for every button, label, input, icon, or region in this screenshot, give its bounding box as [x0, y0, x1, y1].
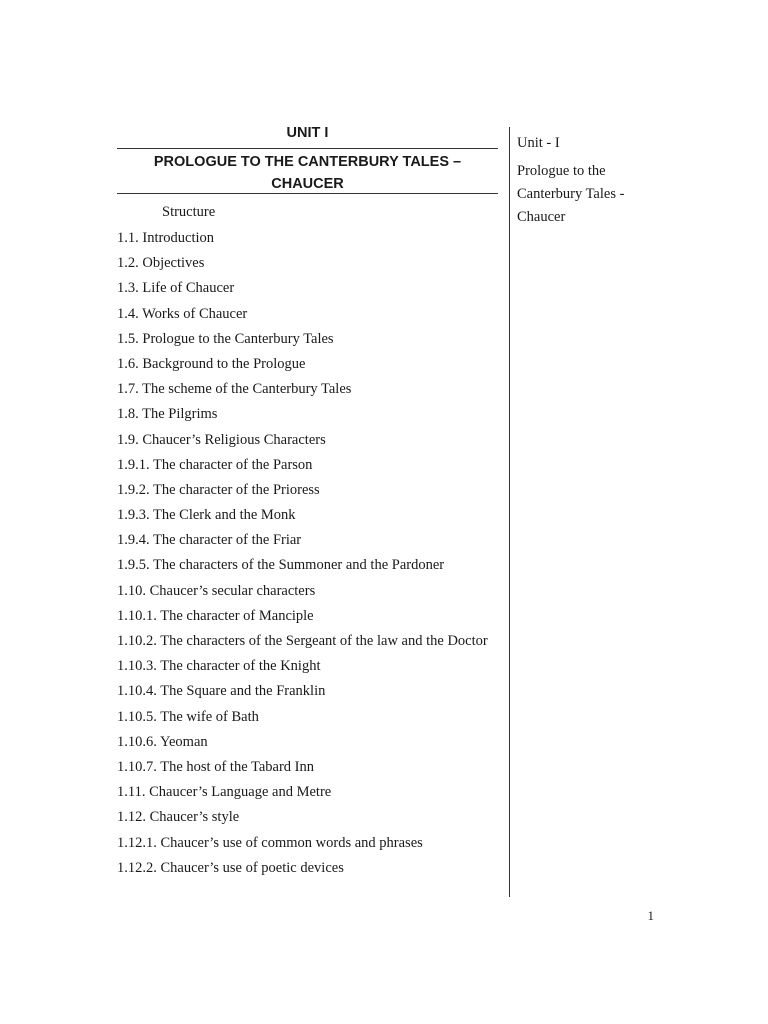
toc-item — [117, 276, 498, 301]
toc-item — [117, 654, 498, 679]
toc-title: The Square and the Franklin — [160, 683, 326, 700]
chapter-title-line: PROLOGUE TO THE CANTERBURY TALES – — [153, 154, 462, 170]
toc-number: 1.11. — [117, 784, 146, 801]
toc-number: 1.10.4. — [117, 683, 157, 700]
toc-number: 1.10. — [117, 582, 146, 599]
toc-number: 1.10.5. — [117, 708, 157, 725]
toc-title: Chaucer’s Language and Metre — [149, 784, 332, 801]
toc-item — [117, 352, 498, 377]
margin-heading-line: Canterbury Tales - — [517, 186, 625, 202]
toc-title: The characters of the Sergeant of the law and the Doctor — [160, 633, 488, 649]
toc-number: 1.9.4. — [117, 532, 150, 549]
toc-title: Chaucer’s use of poetic devices — [160, 859, 344, 876]
toc-item — [117, 453, 498, 478]
toc-number: 1.9.1. — [117, 456, 150, 473]
toc-title: Prologue to the Canterbury Tales — [142, 330, 334, 347]
chapter-title — [117, 149, 498, 194]
toc-item — [117, 478, 498, 503]
toc-item — [117, 604, 498, 629]
chapter-title-line: CHAUCER — [271, 176, 344, 192]
toc-item — [117, 629, 498, 654]
margin-unit-label: Unit - I — [517, 135, 560, 151]
toc-item — [117, 428, 498, 453]
toc-title: The character of the Prioress — [153, 481, 320, 498]
toc-number: 1.9.3. — [117, 507, 150, 524]
toc-title: The Pilgrims — [142, 406, 218, 423]
toc-title: Chaucer’s Religious Characters — [142, 431, 326, 448]
toc-number: 1.9.5. — [117, 557, 150, 574]
page-number: 1 — [647, 908, 654, 923]
toc-number: 1.10.2. — [117, 633, 157, 649]
toc-number: 1.9. — [117, 431, 139, 448]
toc-title: Life of Chaucer — [142, 280, 235, 297]
toc-item — [117, 528, 498, 553]
toc-item — [117, 302, 498, 327]
toc-title: The Clerk and the Monk — [153, 507, 296, 524]
toc-item — [117, 730, 498, 755]
toc-item — [117, 805, 498, 830]
toc-title: The character of Manciple — [160, 607, 314, 624]
toc-number: 1.5. — [117, 330, 139, 347]
toc-number: 1.4. — [117, 305, 139, 322]
toc-title: Yeoman — [159, 733, 208, 750]
column-divider — [509, 127, 510, 897]
structure-heading: Structure — [162, 204, 216, 220]
toc-item — [117, 503, 498, 528]
margin-heading-line: Prologue to the — [517, 163, 606, 179]
toc-title: The character of the Knight — [160, 658, 321, 675]
toc-title: The character of the Parson — [153, 456, 313, 473]
toc-item — [117, 831, 498, 856]
toc-number: 1.8. — [117, 406, 139, 423]
toc-item — [117, 377, 498, 402]
toc-item — [117, 226, 498, 251]
toc-number: 1.9.2. — [117, 481, 150, 498]
toc-title: The wife of Bath — [160, 708, 259, 725]
toc-number: 1.1. — [117, 230, 139, 246]
toc-title: Introduction — [142, 230, 215, 246]
toc-title: Background to the Prologue — [142, 355, 306, 372]
toc-title: The character of the Friar — [153, 532, 302, 549]
toc-number: 1.10.3. — [117, 658, 157, 675]
toc-item — [117, 705, 498, 730]
margin-note — [517, 132, 657, 229]
toc-number: 1.10.7. — [117, 758, 157, 775]
toc-title: The characters of the Summoner and the Pardoner — [153, 557, 445, 574]
toc-number: 1.12.1. — [117, 834, 157, 851]
toc-title: Works of Chaucer — [142, 305, 248, 322]
toc-item — [117, 679, 498, 704]
margin-heading-line: Chaucer — [517, 209, 566, 225]
toc-number: 1.3. — [117, 280, 139, 297]
toc-number: 1.12. — [117, 809, 146, 826]
toc-title: The host of the Tabard Inn — [160, 758, 314, 775]
toc-title: The scheme of the Canterbury Tales — [142, 381, 352, 398]
toc-item — [117, 251, 498, 276]
toc-number: 1.10.6. — [117, 733, 157, 750]
table-of-contents — [117, 226, 498, 881]
toc-item — [117, 780, 498, 805]
toc-title: Objectives — [142, 255, 205, 272]
toc-title: Chaucer’s style — [149, 809, 240, 826]
toc-item — [117, 553, 498, 578]
unit-title: UNIT I — [117, 120, 498, 149]
toc-item — [117, 856, 498, 881]
toc-number: 1.12.2. — [117, 859, 157, 876]
toc-number: 1.7. — [117, 381, 139, 398]
toc-item — [117, 327, 498, 352]
toc-item — [117, 579, 498, 604]
toc-number: 1.2. — [117, 255, 139, 272]
toc-title: Chaucer’s secular characters — [149, 582, 316, 599]
toc-title: Chaucer’s use of common words and phrases — [160, 834, 423, 851]
toc-number: 1.6. — [117, 355, 139, 372]
toc-item — [117, 755, 498, 780]
toc-item — [117, 402, 498, 427]
main-column — [117, 120, 498, 881]
toc-number: 1.10.1. — [117, 607, 157, 624]
